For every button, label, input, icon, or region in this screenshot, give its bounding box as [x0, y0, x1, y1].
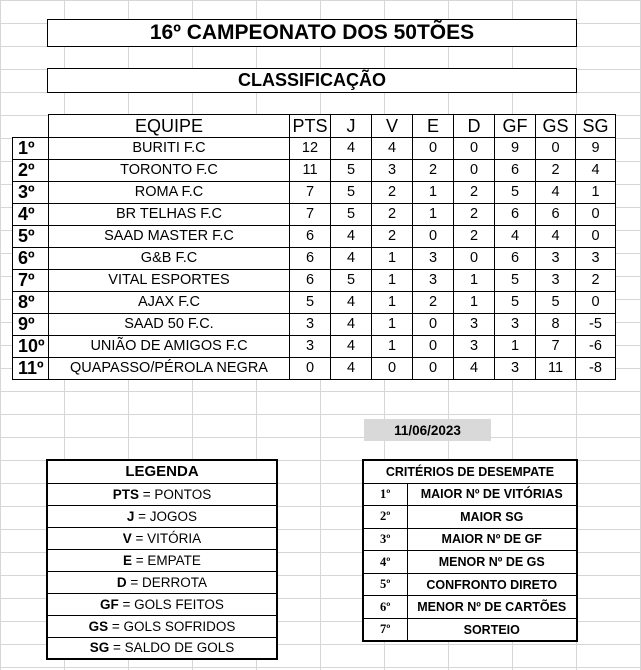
v-cell: 0 [372, 358, 413, 380]
header-equipe: EQUIPE [49, 115, 290, 138]
gs-cell: 4 [536, 226, 576, 248]
table-row [13, 182, 616, 204]
e-cell: 2 [413, 292, 454, 314]
table-row [13, 358, 616, 380]
criteria-text: MAIOR SG [407, 506, 577, 529]
gf-cell: 3 [495, 314, 536, 336]
j-cell: 4 [331, 336, 372, 358]
header-e: E [413, 115, 454, 138]
criteria-text: CONFRONTO DIRETO [407, 573, 577, 596]
pts-cell: 11 [290, 160, 331, 182]
header-v: V [372, 115, 413, 138]
criteria-row [363, 573, 577, 596]
j-cell: 5 [331, 204, 372, 226]
e-cell: 0 [413, 226, 454, 248]
e-cell: 0 [413, 358, 454, 380]
v-cell: 2 [372, 226, 413, 248]
legend-item [47, 527, 277, 549]
j-cell: 4 [331, 226, 372, 248]
pts-cell: 12 [290, 138, 331, 160]
table-row [13, 292, 616, 314]
gf-cell: 4 [495, 226, 536, 248]
sg-cell: 0 [576, 204, 616, 226]
gs-cell: 8 [536, 314, 576, 336]
sg-cell: 9 [576, 138, 616, 160]
e-cell: 0 [413, 336, 454, 358]
criteria-row [363, 551, 577, 574]
legend-desc: = VITÓRIA [131, 530, 202, 546]
criteria-text: MENOR Nº DE GS [407, 551, 577, 574]
legend-row [47, 637, 277, 659]
update-date: 11/06/2023 [364, 419, 491, 441]
pts-cell: 5 [290, 292, 331, 314]
j-cell: 4 [331, 292, 372, 314]
header-gs: GS [536, 115, 576, 138]
pts-cell: 7 [290, 182, 331, 204]
v-cell: 4 [372, 138, 413, 160]
legend-title: LEGENDA [47, 460, 277, 483]
table-row [13, 138, 616, 160]
criteria-number: 7º [363, 619, 407, 642]
team-name-cell: G&B F.C [49, 248, 290, 270]
gf-cell: 6 [495, 204, 536, 226]
v-cell: 1 [372, 248, 413, 270]
legend-item [47, 549, 277, 571]
j-cell: 5 [331, 160, 372, 182]
gs-cell: 0 [536, 138, 576, 160]
legend-item [47, 593, 277, 615]
legend-desc: = SALDO DE GOLS [109, 640, 235, 656]
team-name-cell: TORONTO F.C [49, 160, 290, 182]
position-cell: 10º [13, 336, 49, 358]
legend-row [47, 527, 277, 549]
gs-cell: 3 [536, 270, 576, 292]
team-name-cell: UNIÃO DE AMIGOS F.C [49, 336, 290, 358]
d-cell: 1 [454, 270, 495, 292]
v-cell: 2 [372, 182, 413, 204]
table-row [13, 160, 616, 182]
team-name-cell: SAAD MASTER F.C [49, 226, 290, 248]
standings-header-row [13, 115, 616, 138]
gf-cell: 6 [495, 160, 536, 182]
sg-cell: 4 [576, 160, 616, 182]
gs-cell: 11 [536, 358, 576, 380]
gs-cell: 5 [536, 292, 576, 314]
v-cell: 1 [372, 314, 413, 336]
legend-row [47, 483, 277, 505]
legend-item [47, 483, 277, 505]
v-cell: 2 [372, 204, 413, 226]
table-row [13, 314, 616, 336]
legend-desc: = DERROTA [126, 574, 208, 590]
sg-cell: 2 [576, 270, 616, 292]
header-d: D [454, 115, 495, 138]
sg-cell: -5 [576, 314, 616, 336]
team-name-cell: ROMA F.C [49, 182, 290, 204]
legend-abbr: E [123, 552, 133, 568]
e-cell: 0 [413, 138, 454, 160]
j-cell: 5 [331, 182, 372, 204]
legend-row [47, 593, 277, 615]
d-cell: 4 [454, 358, 495, 380]
criteria-row [363, 619, 577, 642]
gs-cell: 6 [536, 204, 576, 226]
v-cell: 1 [372, 336, 413, 358]
criteria-text: MAIOR Nº DE GF [407, 528, 577, 551]
sg-cell: -6 [576, 336, 616, 358]
legend-abbr: SG [89, 640, 110, 656]
gf-cell: 5 [495, 270, 536, 292]
position-cell: 6º [13, 248, 49, 270]
criteria-row [363, 506, 577, 529]
v-cell: 1 [372, 292, 413, 314]
v-cell: 3 [372, 160, 413, 182]
table-row [13, 226, 616, 248]
position-cell: 11º [13, 358, 49, 380]
pts-cell: 6 [290, 248, 331, 270]
legend-item [47, 505, 277, 527]
gs-cell: 3 [536, 248, 576, 270]
criteria-text: MAIOR Nº DE VITÓRIAS [407, 483, 577, 506]
position-cell: 5º [13, 226, 49, 248]
team-name-cell: SAAD 50 F.C. [49, 314, 290, 336]
table-row [13, 248, 616, 270]
gf-cell: 9 [495, 138, 536, 160]
legend-row [47, 505, 277, 527]
legend-desc: = JOGOS [134, 508, 198, 524]
team-name-cell: QUAPASSO/PÉROLA NEGRA [49, 358, 290, 380]
legend-row [47, 549, 277, 571]
e-cell: 1 [413, 204, 454, 226]
legend-desc: = PONTOS [139, 486, 212, 502]
legend-row [47, 571, 277, 593]
page-title: 16º CAMPEONATO DOS 50TÕES [47, 19, 577, 47]
criteria-number: 1º [363, 483, 407, 506]
gs-cell: 7 [536, 336, 576, 358]
legend-abbr: PTS [112, 486, 140, 502]
d-cell: 0 [454, 138, 495, 160]
position-cell: 7º [13, 270, 49, 292]
legend-abbr: GS [88, 618, 109, 634]
table-row [13, 270, 616, 292]
e-cell: 3 [413, 270, 454, 292]
e-cell: 1 [413, 182, 454, 204]
criteria-number: 4º [363, 551, 407, 574]
j-cell: 5 [331, 270, 372, 292]
team-name-cell: BURITI F.C [49, 138, 290, 160]
j-cell: 4 [331, 358, 372, 380]
e-cell: 2 [413, 160, 454, 182]
criteria-number: 2º [363, 506, 407, 529]
header-blank [13, 115, 49, 138]
d-cell: 0 [454, 248, 495, 270]
sg-cell: 3 [576, 248, 616, 270]
gf-cell: 3 [495, 358, 536, 380]
position-cell: 9º [13, 314, 49, 336]
sg-cell: 1 [576, 182, 616, 204]
legend-item [47, 571, 277, 593]
table-row [13, 204, 616, 226]
position-cell: 1º [13, 138, 49, 160]
gs-cell: 4 [536, 182, 576, 204]
gf-cell: 1 [495, 336, 536, 358]
legend-abbr: D [116, 574, 127, 590]
criteria-number: 5º [363, 573, 407, 596]
header-sg: SG [576, 115, 616, 138]
pts-cell: 6 [290, 270, 331, 292]
d-cell: 3 [454, 336, 495, 358]
e-cell: 0 [413, 314, 454, 336]
pts-cell: 3 [290, 336, 331, 358]
section-title: CLASSIFICAÇÃO [47, 68, 577, 93]
table-row [13, 336, 616, 358]
pts-cell: 3 [290, 314, 331, 336]
criteria-text: SORTEIO [407, 619, 577, 642]
legend-abbr: V [122, 530, 132, 546]
j-cell: 4 [331, 314, 372, 336]
pts-cell: 6 [290, 226, 331, 248]
d-cell: 3 [454, 314, 495, 336]
legend-row [47, 615, 277, 637]
criteria-row [363, 528, 577, 551]
criteria-table [362, 459, 578, 642]
criteria-number: 3º [363, 528, 407, 551]
legend-desc: = GOLS FEITOS [118, 596, 224, 612]
sg-cell: 0 [576, 292, 616, 314]
j-cell: 4 [331, 248, 372, 270]
legend-table [46, 459, 278, 660]
j-cell: 4 [331, 138, 372, 160]
header-j: J [331, 115, 372, 138]
legend-desc: = GOLS SOFRIDOS [108, 618, 236, 634]
d-cell: 2 [454, 226, 495, 248]
standings-table [12, 114, 616, 380]
gs-cell: 2 [536, 160, 576, 182]
e-cell: 3 [413, 248, 454, 270]
team-name-cell: BR TELHAS F.C [49, 204, 290, 226]
gf-cell: 5 [495, 292, 536, 314]
criteria-title: CRITÉRIOS DE DESEMPATE [363, 460, 577, 483]
criteria-row [363, 483, 577, 506]
criteria-number: 6º [363, 596, 407, 619]
legend-desc: = EMPATE [132, 552, 201, 568]
pts-cell: 7 [290, 204, 331, 226]
criteria-text: MENOR Nº DE CARTÕES [407, 596, 577, 619]
team-name-cell: AJAX F.C [49, 292, 290, 314]
gf-cell: 6 [495, 248, 536, 270]
criteria-row [363, 596, 577, 619]
position-cell: 4º [13, 204, 49, 226]
sg-cell: 0 [576, 226, 616, 248]
header-gf: GF [495, 115, 536, 138]
team-name-cell: VITAL ESPORTES [49, 270, 290, 292]
d-cell: 2 [454, 182, 495, 204]
legend-abbr: GF [100, 596, 119, 612]
legend-item [47, 615, 277, 637]
d-cell: 2 [454, 204, 495, 226]
header-pts: PTS [290, 115, 331, 138]
position-cell: 3º [13, 182, 49, 204]
v-cell: 1 [372, 270, 413, 292]
pts-cell: 0 [290, 358, 331, 380]
gf-cell: 5 [495, 182, 536, 204]
position-cell: 2º [13, 160, 49, 182]
d-cell: 0 [454, 160, 495, 182]
sg-cell: -8 [576, 358, 616, 380]
legend-item [47, 637, 277, 659]
position-cell: 8º [13, 292, 49, 314]
legend-abbr: J [126, 508, 135, 524]
d-cell: 1 [454, 292, 495, 314]
